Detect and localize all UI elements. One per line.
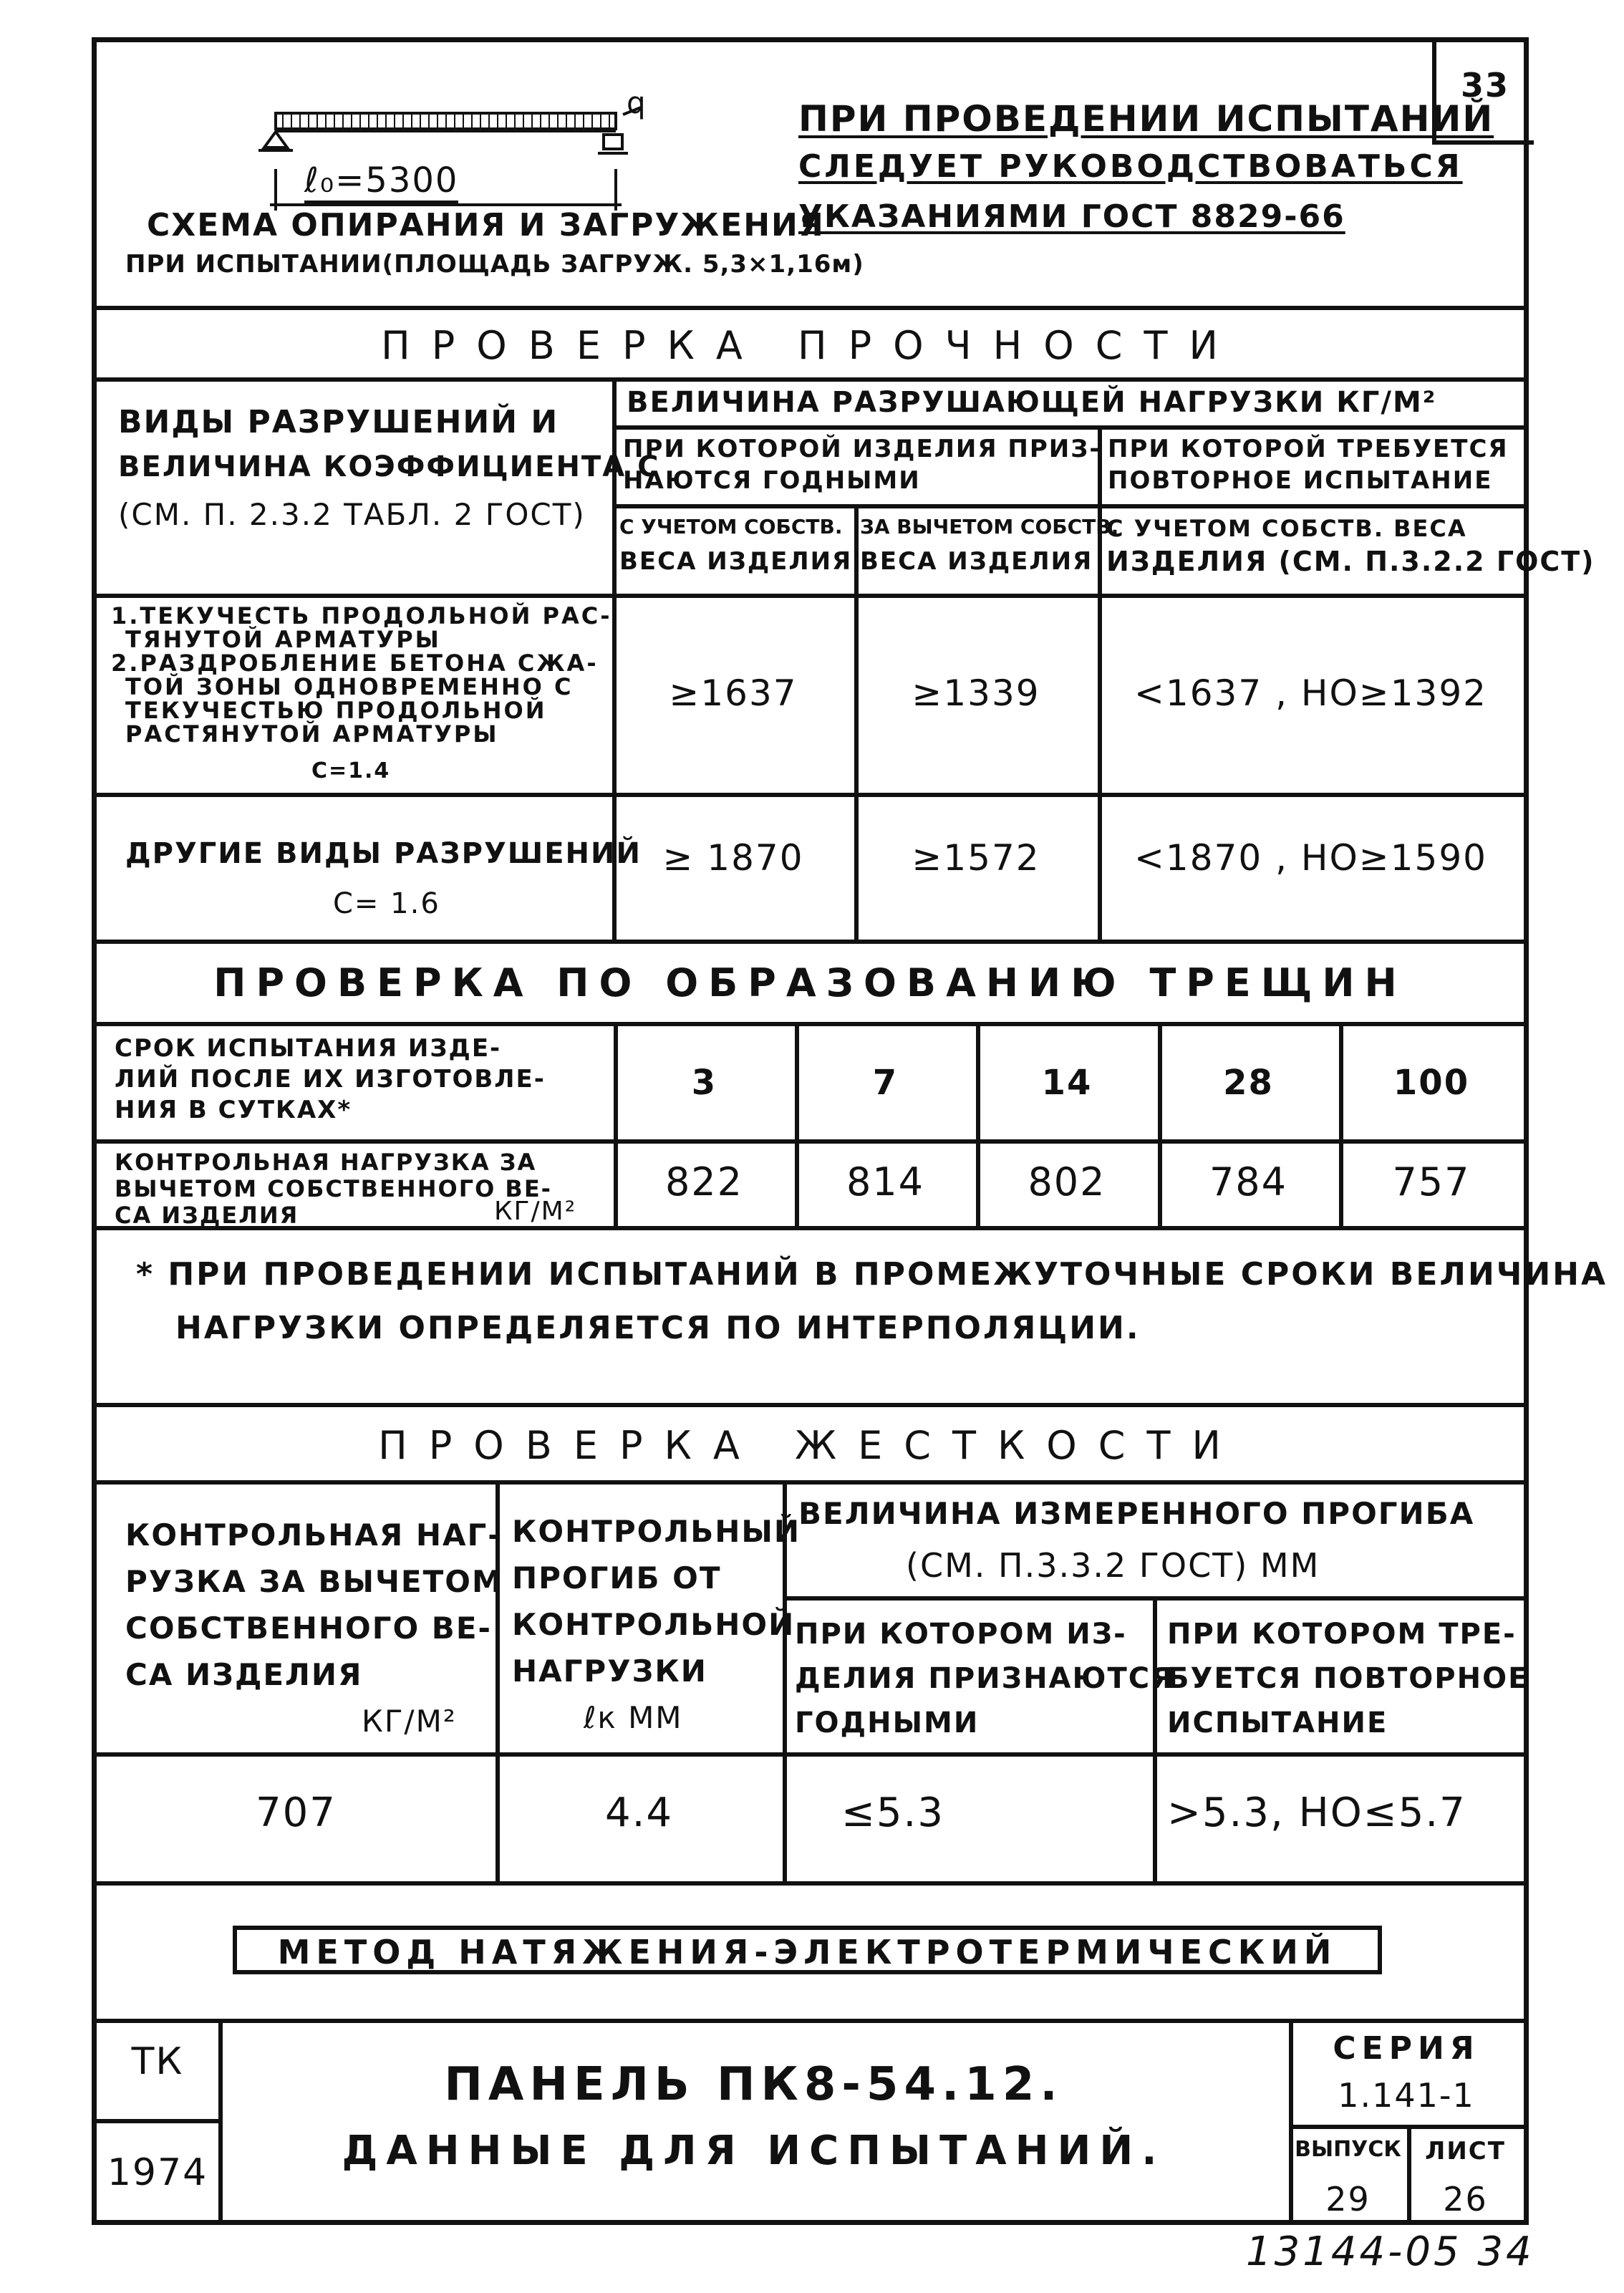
drawing-title: ПАНЕЛЬ ПК8-54.12. [444, 2058, 1063, 2111]
col-without-weight: ЗА ВЫЧЕТОМ СОБСТВ. [860, 515, 1119, 539]
divider [97, 1480, 1524, 1485]
crack-load-value: 814 [846, 1159, 925, 1205]
row2-without-weight: ≥1572 [912, 837, 1040, 879]
row1-text-6: РАСТЯНУТОЙ АРМАТУРЫ [125, 720, 499, 748]
row2-with-weight: ≥ 1870 [662, 837, 804, 879]
divider [1153, 1596, 1157, 1881]
scheme-caption-1: СХЕМА ОПИРАНИЯ И ЗАГРУЖЕНИЯ [147, 207, 825, 243]
tensioning-method: МЕТОД НАТЯЖЕНИЯ-ЭЛЕКТРОТЕРМИЧЕСКИЙ [277, 1933, 1338, 1971]
stiff-col-retest-3: ИСПЫТАНИЕ [1167, 1707, 1388, 1739]
organization: ТК [131, 2040, 184, 2083]
sheet-number: 26 [1443, 2180, 1488, 2219]
interpolation-footnote-1: * ПРИ ПРОВЕДЕНИИ ИСПЫТАНИЙ В ПРОМЕЖУТОЧНЫЕ СРОКИ ВЕЛИЧИНА [136, 1256, 1608, 1293]
divider [1289, 2125, 1524, 2129]
stiff-fit-value: ≤5.3 [841, 1790, 944, 1836]
col-retest: ПРИ КОТОРОЙ ТРЕБУЕТСЯ [1108, 435, 1509, 463]
archive-code: 13144-05 34 [1246, 2229, 1534, 2275]
col-failure-types-3: (СМ. П. 2.3.2 ТАБЛ. 2 ГОСТ) [118, 497, 586, 532]
divider [97, 1752, 1524, 1757]
divider [97, 1139, 1524, 1144]
stiff-col-load-1: КОНТРОЛЬНАЯ НАГ- [125, 1517, 502, 1553]
col-retest-with-weight: С УЧЕТОМ СОБСТВ. ВЕСА [1106, 515, 1467, 542]
divider [97, 793, 1524, 797]
divider [97, 1881, 1524, 1886]
row1-text-5: ТЕКУЧЕСТЬЮ ПРОДОЛЬНОЙ [125, 697, 547, 724]
col-failure-types: ВИДЫ РАЗРУШЕНИЙ И [118, 404, 559, 440]
col-fit-2: НАЮТСЯ ГОДНЫМИ [623, 466, 921, 495]
row1-text-7: С=1.4 [311, 758, 391, 783]
row1-text-4: ТОЙ ЗОНЫ ОДНОВРЕМЕННО С [125, 673, 574, 700]
series-number: 1.141-1 [1338, 2076, 1475, 2115]
day-value: 3 [691, 1063, 717, 1103]
control-load-label-3: СА ИЗДЕЛИЯ [115, 1202, 299, 1229]
stiff-col-fit-2: ДЕЛИЯ ПРИЗНАЮТСЯ [795, 1662, 1174, 1695]
col-breaking-load: ВЕЛИЧИНА РАЗРУШАЮЩЕЙ НАГРУЗКИ КГ/М² [627, 386, 1437, 419]
strength-title: ПРОВЕРКА ПРОЧНОСТИ [381, 323, 1239, 368]
divider [97, 1403, 1524, 1407]
crack-load-value: 757 [1392, 1159, 1471, 1205]
stiff-col-measured-2: (СМ. П.3.3.2 ГОСТ) ММ [906, 1546, 1320, 1585]
crack-load-value: 822 [664, 1159, 744, 1205]
gost-note-line-2: СЛЕДУЕТ РУКОВОДСТВОВАТЬСЯ [798, 148, 1463, 185]
page-number: 33 [1460, 66, 1509, 105]
divider [97, 594, 1524, 598]
col-retest-with-weight-2: ИЗДЕЛИЯ (СМ. П.3.2.2 ГОСТ) [1106, 546, 1595, 577]
cracks-title: ПРОВЕРКА ПО ОБРАЗОВАНИЮ ТРЕЩИН [213, 960, 1407, 1005]
divider [97, 2019, 1524, 2023]
stiff-col-deflection-1: КОНТРОЛЬНЫЙ [512, 1514, 801, 1549]
divider [218, 2019, 223, 2225]
stiff-col-retest-1: ПРИ КОТОРОМ ТРЕ- [1167, 1618, 1517, 1651]
day-value: 7 [872, 1063, 899, 1103]
issue-number: 29 [1325, 2180, 1371, 2219]
sheet-label: ЛИСТ [1425, 2137, 1506, 2166]
interpolation-footnote-2: НАГРУЗКИ ОПРЕДЕЛЯЕТСЯ ПО ИНТЕРПОЛЯЦИИ. [175, 1310, 1141, 1346]
row1-text-1: 1.ТЕКУЧЕСТЬ ПРОДОЛЬНОЙ РАС- [111, 602, 612, 629]
control-load-unit: КГ/М² [494, 1197, 577, 1226]
stiff-col-deflection-4: НАГРУЗКИ [512, 1654, 707, 1689]
gost-note-line-3: УКАЗАНИЯМИ ГОСТ 8829-66 [798, 198, 1345, 235]
col-retest-2: ПОВТОРНОЕ ИСПЫТАНИЕ [1108, 466, 1493, 495]
row1-without-weight: ≥1339 [912, 672, 1040, 714]
stiff-col-fit-3: ГОДНЫМИ [795, 1707, 980, 1739]
span-length: ℓ₀=5300 [304, 160, 458, 203]
row2-text-1: ДРУГИЕ ВИДЫ РАЗРУШЕНИЙ [125, 837, 642, 870]
stiff-col-retest-2: БУЕТСЯ ПОВТОРНОЕ [1167, 1662, 1529, 1695]
crack-load-value: 802 [1028, 1159, 1106, 1205]
day-value: 100 [1393, 1063, 1470, 1103]
stiff-col-deflection-3: КОНТРОЛЬНОЙ [512, 1607, 796, 1642]
col-failure-types-2: ВЕЛИЧИНА КОЭФФИЦИЕНТА С [118, 450, 660, 483]
stiff-col-measured-1: ВЕЛИЧИНА ИЗМЕРЕННОГО ПРОГИБА [798, 1496, 1475, 1531]
day-value: 14 [1041, 1063, 1093, 1103]
col-fit: ПРИ КОТОРОЙ ИЗДЕЛИЯ ПРИЗ- [623, 435, 1101, 463]
col-with-weight: С УЧЕТОМ СОБСТВ. [619, 515, 843, 539]
stiff-col-load-2: РУЗКА ЗА ВЫЧЕТОМ [125, 1564, 503, 1599]
drawing-subtitle: ДАННЫЕ ДЛЯ ИСПЫТАНИЙ. [342, 2128, 1166, 2174]
tensioning-method-box [233, 1926, 1382, 1974]
term-label-2: ЛИЙ ПОСЛЕ ИХ ИЗГОТОВЛЕ- [115, 1065, 546, 1094]
term-label-3: НИЯ В СУТКАХ* [115, 1096, 352, 1124]
row1-text-2: ТЯНУТОЙ АРМАТУРЫ [125, 626, 441, 653]
col-with-weight-2: ВЕСА ИЗДЕЛИЯ [619, 547, 853, 576]
stiff-retest-value: >5.3, НО≤5.7 [1167, 1790, 1466, 1836]
stiff-col-load-unit: КГ/М² [362, 1704, 457, 1739]
divider [612, 504, 1524, 508]
day-value: 28 [1223, 1063, 1274, 1103]
row1-text-3: 2.РАЗДРОБЛЕНИЕ БЕТОНА СЖА- [111, 650, 599, 677]
gost-note-line-1: ПРИ ПРОВЕДЕНИИ ИСПЫТАНИЙ [798, 98, 1494, 140]
divider [97, 2119, 218, 2123]
col-without-weight-2: ВЕСА ИЗДЕЛИЯ [860, 547, 1093, 576]
stiff-col-deflection-2: ПРОГИБ ОТ [512, 1560, 722, 1596]
row1-retest: <1637 , НО≥1392 [1134, 672, 1487, 714]
control-load-label-1: КОНТРОЛЬНАЯ НАГРУЗКА ЗА [115, 1149, 537, 1176]
row1-with-weight: ≥1637 [669, 672, 798, 714]
divider [97, 1226, 1524, 1230]
stiffness-title: ПРОВЕРКА ЖЕСТКОСТИ [378, 1423, 1242, 1468]
row2-retest: <1870 , НО≥1590 [1134, 837, 1487, 879]
issue-label: ВЫПУСК [1295, 2137, 1401, 2162]
term-label-1: СРОК ИСПЫТАНИЯ ИЗДЕ- [115, 1034, 502, 1063]
divider [612, 425, 1524, 430]
divider [97, 306, 1524, 310]
divider [97, 940, 1524, 944]
divider [97, 377, 1524, 382]
divider [97, 1022, 1524, 1026]
series-label: СЕРИЯ [1333, 2030, 1480, 2067]
load-symbol: q [627, 85, 647, 120]
year: 1974 [107, 2151, 208, 2194]
stiff-col-fit-1: ПРИ КОТОРОМ ИЗ- [795, 1618, 1127, 1651]
row2-text-2: С= 1.6 [333, 887, 440, 920]
stiff-col-load-4: СА ИЗДЕЛИЯ [125, 1657, 363, 1692]
scheme-caption-2: ПРИ ИСПЫТАНИИ(ПЛОЩАДЬ ЗАГРУЖ. 5,3×1,16м) [125, 250, 864, 279]
drawing-sheet [92, 37, 1608, 2225]
stiff-col-deflection-unit: ℓк ММ [584, 1700, 683, 1735]
stiff-col-load-3: СОБСТВЕННОГО ВЕ- [125, 1611, 492, 1646]
stiff-deflection-value: 4.4 [604, 1790, 674, 1836]
crack-load-value: 784 [1209, 1159, 1288, 1205]
control-load-label-2: ВЫЧЕТОМ СОБСТВЕННОГО ВЕ- [115, 1175, 552, 1202]
stiff-load-value: 707 [256, 1790, 337, 1836]
